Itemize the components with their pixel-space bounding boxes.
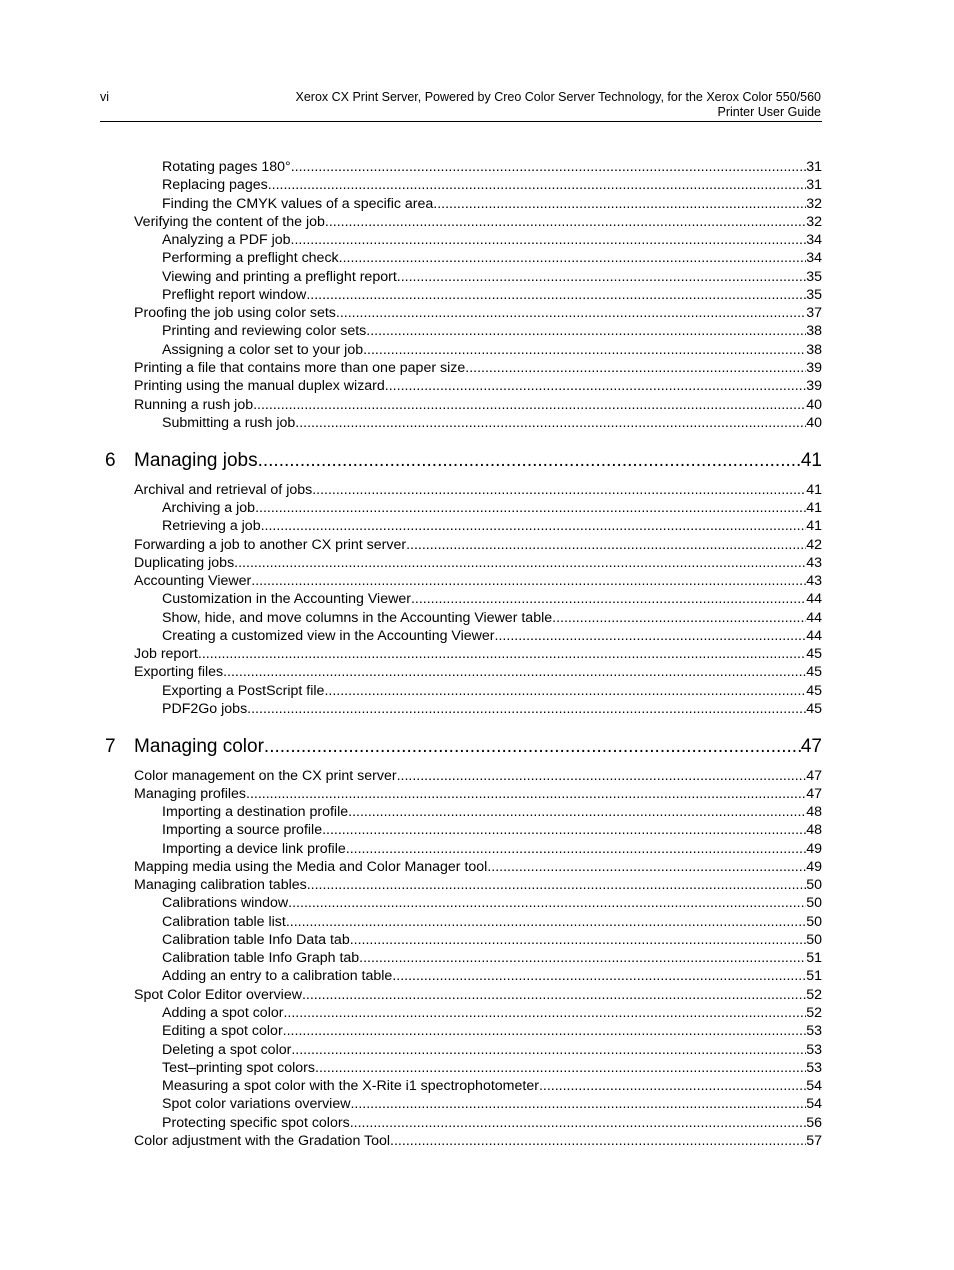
toc-subsection-entry[interactable] — [162, 627, 822, 645]
toc-subsection-entry[interactable] — [162, 249, 822, 267]
dot-leader — [339, 249, 807, 267]
dot-leader — [198, 645, 806, 663]
toc-entry-page-number: 54 — [806, 1078, 822, 1094]
dot-leader — [291, 158, 806, 176]
toc-entry-label: Accounting Viewer — [134, 573, 252, 589]
dot-leader — [291, 231, 807, 249]
toc-entry-page-number: 53 — [806, 1023, 822, 1039]
dot-leader — [283, 1004, 806, 1022]
dot-leader — [552, 609, 806, 627]
toc-section-entry[interactable] — [134, 645, 822, 663]
toc-entry-label: Calibration table Info Graph tab — [162, 950, 360, 966]
toc-entry-label: Performing a preflight check — [162, 250, 339, 266]
dot-leader — [247, 700, 806, 718]
toc-entry-page-number: 54 — [806, 1096, 822, 1112]
toc-subsection-entry[interactable] — [162, 967, 822, 985]
toc-entry-label: Adding a spot color — [162, 1005, 284, 1021]
toc-subsection-entry[interactable] — [162, 1041, 822, 1059]
toc-entry-label: Printing using the manual duplex wizard — [134, 378, 385, 394]
dot-leader — [315, 1059, 806, 1077]
toc-entry-page-number: 51 — [806, 968, 822, 984]
toc-subsection-entry[interactable] — [162, 840, 822, 858]
toc-entry-label: Test–printing spot colors — [162, 1060, 315, 1076]
toc-entry-label: Show, hide, and move columns in the Accounting Viewer table — [162, 610, 553, 626]
dot-leader — [350, 1114, 807, 1132]
toc-section-entry[interactable] — [134, 481, 822, 499]
toc-entry-page-number: 47 — [800, 736, 822, 757]
dot-leader — [487, 858, 806, 876]
dot-leader — [246, 785, 806, 803]
toc-subsection-entry[interactable] — [162, 803, 822, 821]
toc-entry-label: Printing and reviewing color sets — [162, 323, 367, 339]
toc-entry-label: Proofing the job using color sets — [134, 305, 336, 321]
toc-entry-page-number: 31 — [806, 159, 822, 175]
toc-entry-label: Calibration table list — [162, 914, 286, 930]
toc-entry-page-number: 43 — [806, 555, 822, 571]
toc-subsection-entry[interactable] — [162, 913, 822, 931]
toc-entry-label: Importing a source profile — [162, 822, 323, 838]
dot-leader — [385, 377, 806, 395]
toc-entry-label: Measuring a spot color with the X-Rite i1 spectrophotometer — [162, 1078, 539, 1094]
toc-entry-label: Color adjustment with the Gradation Tool — [134, 1133, 391, 1149]
toc-subsection-entry[interactable] — [162, 949, 822, 967]
toc-subsection-entry[interactable] — [162, 322, 822, 340]
toc-subsection-entry[interactable] — [162, 1114, 822, 1132]
toc-entry-label: Importing a device link profile — [162, 841, 346, 857]
toc-entry-page-number: 39 — [806, 360, 822, 376]
toc-entry-page-number: 32 — [806, 214, 822, 230]
toc-entry-label: Analyzing a PDF job — [162, 232, 291, 248]
toc-subsection-entry[interactable] — [162, 499, 822, 517]
toc-entry-page-number: 34 — [806, 250, 822, 266]
dot-leader — [302, 986, 806, 1004]
toc-entry-page-number: 52 — [806, 987, 822, 1003]
dot-leader — [366, 322, 806, 340]
dot-leader — [392, 967, 806, 985]
toc-section-entry[interactable] — [134, 1132, 822, 1150]
dot-leader — [253, 396, 806, 414]
toc-subsection-entry[interactable] — [162, 176, 822, 194]
dot-leader — [306, 286, 806, 304]
toc-entry-label: Adding an entry to a calibration table — [162, 968, 393, 984]
toc-entry-label: Importing a destination profile — [162, 804, 349, 820]
toc-section-entry[interactable] — [134, 554, 822, 572]
toc-entry-page-number: 49 — [806, 841, 822, 857]
toc-chapter-entry[interactable] — [105, 449, 822, 473]
dot-leader — [350, 931, 807, 949]
toc-entry-label: Submitting a rush job — [162, 415, 296, 431]
dot-leader — [397, 767, 807, 785]
toc-entry-page-number: 41 — [806, 482, 822, 498]
toc-entry-page-number: 45 — [806, 646, 822, 662]
toc-subsection-entry[interactable] — [162, 931, 822, 949]
toc-entry-page-number: 49 — [806, 859, 822, 875]
dot-leader — [312, 481, 806, 499]
toc-subsection-entry[interactable] — [162, 894, 822, 912]
toc-entry-page-number: 47 — [806, 786, 822, 802]
toc-entry-label: Preflight report window — [162, 287, 307, 303]
toc-entry-label: Running a rush job — [134, 397, 254, 413]
toc-entry-page-number: 48 — [806, 804, 822, 820]
toc-section-entry[interactable] — [134, 767, 822, 785]
dot-leader — [336, 304, 806, 322]
dot-leader — [286, 913, 806, 931]
toc-entry-label: Editing a spot color — [162, 1023, 283, 1039]
document-title-line-2: Printer User Guide — [717, 105, 821, 119]
dot-leader — [283, 1022, 807, 1040]
toc-entry-label: Assigning a color set to your job — [162, 342, 364, 358]
toc-entry-label: PDF2Go jobs — [162, 701, 248, 717]
dot-leader — [223, 663, 806, 681]
toc-entry-page-number: 50 — [806, 895, 822, 911]
toc-entry-label: Duplicating jobs — [134, 555, 235, 571]
dot-leader — [291, 1041, 806, 1059]
toc-section-entry[interactable] — [134, 858, 822, 876]
toc-entry-page-number: 40 — [806, 415, 822, 431]
toc-section-entry[interactable] — [134, 536, 822, 554]
dot-leader — [322, 821, 806, 839]
toc-entry-page-number: 42 — [806, 537, 822, 553]
toc-subsection-entry[interactable] — [162, 682, 822, 700]
toc-entry-page-number: 34 — [806, 232, 822, 248]
dot-leader — [268, 176, 807, 194]
toc-entry-label: Retrieving a job — [162, 518, 261, 534]
toc-subsection-entry[interactable] — [162, 158, 822, 176]
document-title-line-1: Xerox CX Print Server, Powered by Creo Color Server Technology, for the Xerox Color 550/560 — [295, 90, 821, 104]
toc-entry-label: Mapping media using the Media and Color Manager tool — [134, 859, 488, 875]
dot-leader — [539, 1077, 806, 1095]
toc-section-entry[interactable] — [134, 213, 822, 231]
dot-leader — [288, 894, 806, 912]
toc-subsection-entry[interactable] — [162, 1059, 822, 1077]
toc-entry-label: Forwarding a job to another CX print server — [134, 537, 407, 553]
toc-entry-page-number: 52 — [806, 1005, 822, 1021]
toc-entry-label: Calibration table Info Data tab — [162, 932, 350, 948]
toc-entry-label: Job report — [134, 646, 198, 662]
toc-entry-page-number: 51 — [806, 950, 822, 966]
toc-chapter-entry[interactable] — [105, 735, 822, 759]
toc-subsection-entry[interactable] — [162, 1022, 822, 1040]
toc-entry-label: Managing calibration tables — [134, 877, 307, 893]
dot-leader — [255, 499, 806, 517]
dot-leader — [346, 840, 806, 858]
toc-entry-page-number: 41 — [800, 450, 822, 471]
toc-entry-label: Finding the CMYK values of a specific area — [162, 196, 434, 212]
toc-entry-label: Spot Color Editor overview — [134, 987, 302, 1003]
toc-subsection-entry[interactable] — [162, 195, 822, 213]
page-header — [100, 88, 822, 122]
dot-leader — [495, 627, 807, 645]
toc-entry-page-number: 38 — [806, 323, 822, 339]
toc-entry-label: Archival and retrieval of jobs — [134, 482, 313, 498]
toc-entry-label: Verifying the content of the job — [134, 214, 325, 230]
toc-entry-label: Protecting specific spot colors — [162, 1115, 350, 1131]
dot-leader — [433, 195, 806, 213]
toc-entry-page-number: 38 — [806, 342, 822, 358]
toc-entry-label: Deleting a spot color — [162, 1042, 292, 1058]
dot-leader — [258, 449, 801, 473]
toc-entry-page-number: 56 — [806, 1115, 822, 1131]
dot-leader — [325, 213, 806, 231]
toc-entry-page-number: 53 — [806, 1060, 822, 1076]
dot-leader — [261, 517, 807, 535]
toc-subsection-entry[interactable] — [162, 414, 822, 432]
toc-subsection-entry[interactable] — [162, 590, 822, 608]
toc-subsection-entry[interactable] — [162, 1004, 822, 1022]
dot-leader — [411, 590, 806, 608]
toc-entry-page-number: 50 — [806, 877, 822, 893]
toc-entry-label: Color management on the CX print server — [134, 768, 397, 784]
toc-entry-page-number: 48 — [806, 822, 822, 838]
toc-section-entry[interactable] — [134, 359, 822, 377]
toc-entry-label: Exporting a PostScript file — [162, 683, 325, 699]
toc-entry-label: Spot color variations overview — [162, 1096, 351, 1112]
toc-entry-page-number: 40 — [806, 397, 822, 413]
toc-entry-page-number: 41 — [806, 518, 822, 534]
toc-subsection-entry[interactable] — [162, 1095, 822, 1113]
toc-entry-label: Replacing pages — [162, 177, 268, 193]
toc-entry-label: Customization in the Accounting Viewer — [162, 591, 411, 607]
toc-entry-page-number: 35 — [806, 269, 822, 285]
toc-subsection-entry[interactable] — [162, 517, 822, 535]
dot-leader — [324, 682, 806, 700]
dot-leader — [264, 735, 801, 759]
toc-entry-page-number: 37 — [806, 305, 822, 321]
dot-leader — [251, 572, 806, 590]
toc-section-entry[interactable] — [134, 572, 822, 590]
dot-leader — [307, 876, 806, 894]
toc-entry-page-number: 41 — [806, 500, 822, 516]
toc-entry-page-number: 44 — [806, 591, 822, 607]
toc-entry-label: Managing jobs — [134, 450, 258, 471]
toc-subsection-entry[interactable] — [162, 1077, 822, 1095]
toc-entry-label: Archiving a job — [162, 500, 256, 516]
dot-leader — [350, 1095, 806, 1113]
toc-section-entry[interactable] — [134, 304, 822, 322]
toc-entry-page-number: 57 — [806, 1133, 822, 1149]
toc-entry-page-number: 45 — [806, 701, 822, 717]
toc-section-entry[interactable] — [134, 785, 822, 803]
page-number: vi — [100, 90, 110, 104]
toc-entry-page-number: 44 — [806, 610, 822, 626]
toc-subsection-entry[interactable] — [162, 821, 822, 839]
toc-subsection-entry[interactable] — [162, 700, 822, 718]
toc-entry-label: Viewing and printing a preflight report — [162, 269, 397, 285]
dot-leader — [406, 536, 806, 554]
dot-leader — [397, 268, 806, 286]
dot-leader — [359, 949, 806, 967]
toc-entry-page-number: 35 — [806, 287, 822, 303]
dot-leader — [234, 554, 806, 572]
chapter-number: 7 — [105, 736, 116, 757]
chapter-number: 6 — [105, 450, 116, 471]
toc-entry-label: Managing color — [134, 736, 264, 757]
toc-entry-page-number: 31 — [806, 177, 822, 193]
toc-section-entry[interactable] — [134, 396, 822, 414]
toc-entry-page-number: 50 — [806, 914, 822, 930]
toc-subsection-entry[interactable] — [162, 268, 822, 286]
toc-entry-label: Exporting files — [134, 664, 224, 680]
toc-subsection-entry[interactable] — [162, 231, 822, 249]
toc-entry-page-number: 43 — [806, 573, 822, 589]
toc-entry-page-number: 50 — [806, 932, 822, 948]
dot-leader — [295, 414, 806, 432]
toc-section-entry[interactable] — [134, 876, 822, 894]
toc-entry-label: Calibrations window — [162, 895, 289, 911]
document-title — [296, 90, 822, 120]
toc-entry-page-number: 44 — [806, 628, 822, 644]
toc-section-entry[interactable] — [134, 377, 822, 395]
dot-leader — [348, 803, 806, 821]
dot-leader — [390, 1132, 806, 1150]
toc-entry-label: Printing a file that contains more than one paper size — [134, 360, 466, 376]
toc-section-entry[interactable] — [134, 663, 822, 681]
toc-entry-page-number: 47 — [806, 768, 822, 784]
toc-section-entry[interactable] — [134, 986, 822, 1004]
toc-entry-page-number: 39 — [806, 378, 822, 394]
toc-entry-page-number: 32 — [806, 196, 822, 212]
toc-subsection-entry[interactable] — [162, 609, 822, 627]
toc-entry-label: Rotating pages 180° — [162, 159, 291, 175]
toc-entry-label: Managing profiles — [134, 786, 246, 802]
dot-leader — [363, 341, 806, 359]
toc-entry-page-number: 53 — [806, 1042, 822, 1058]
toc-subsection-entry[interactable] — [162, 286, 822, 304]
toc-subsection-entry[interactable] — [162, 341, 822, 359]
toc-entry-page-number: 45 — [806, 664, 822, 680]
toc-entry-page-number: 45 — [806, 683, 822, 699]
toc-entry-label: Creating a customized view in the Accounting Viewer — [162, 628, 495, 644]
dot-leader — [465, 359, 806, 377]
